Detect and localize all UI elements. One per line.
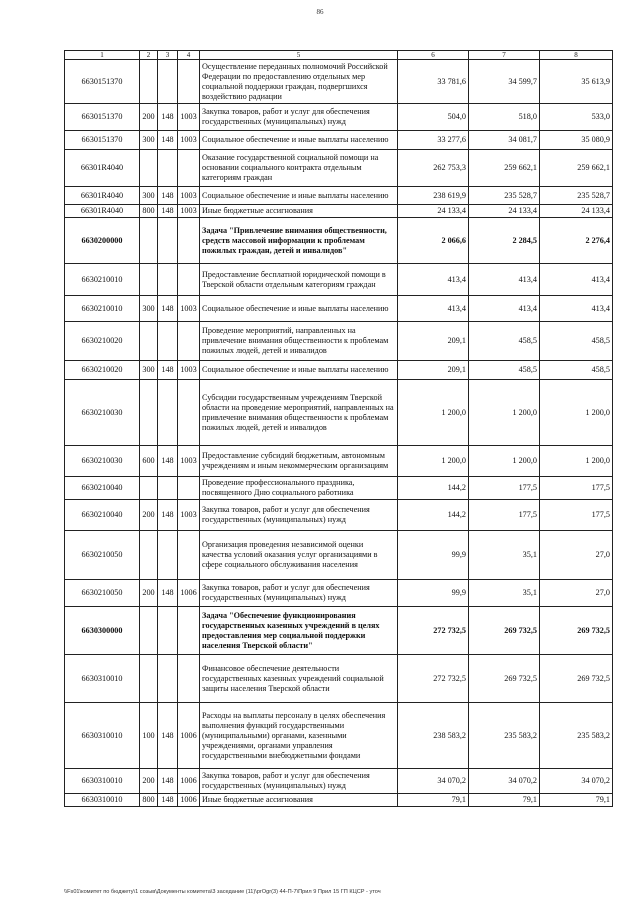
- cell-amount-col8: 1 200,0: [540, 446, 613, 477]
- cell-section-code: [178, 607, 200, 655]
- cell-section-code: 1006: [178, 580, 200, 607]
- cell-description: Предоставление субсидий бюджетным, автономным учреждениям и иным некоммерческим организациям: [200, 446, 398, 477]
- cell-amount-col7: 34 599,7: [469, 60, 540, 104]
- cell-amount-col7: 2 284,5: [469, 218, 540, 264]
- table-row: [65, 205, 613, 218]
- cell-expense-type: 200: [140, 104, 158, 131]
- cell-amount-col6: 99,9: [398, 580, 469, 607]
- column-header-4: 4: [178, 51, 200, 60]
- cell-amount-col6: 413,4: [398, 264, 469, 296]
- column-header-8: 8: [540, 51, 613, 60]
- cell-target-code: 6630151370: [65, 104, 140, 131]
- cell-amount-col6: 504,0: [398, 104, 469, 131]
- cell-expense-type: [140, 264, 158, 296]
- table-row: [65, 769, 613, 794]
- cell-target-code: 6630200000: [65, 218, 140, 264]
- table-row: [65, 60, 613, 104]
- cell-target-code: 6630310010: [65, 655, 140, 703]
- cell-target-code: 6630210040: [65, 477, 140, 500]
- table-row: [65, 446, 613, 477]
- cell-description: Расходы на выплаты персоналу в целях обеспечения выполнения функций государственными (муниципальными) органами, казенными учреждениями, органами управления государственными внебюджетными фондами: [200, 703, 398, 769]
- cell-expense-type: 200: [140, 580, 158, 607]
- cell-admin-code: 148: [158, 361, 178, 380]
- cell-description: Иные бюджетные ассигнования: [200, 794, 398, 807]
- cell-amount-col6: 33 277,6: [398, 131, 469, 150]
- cell-amount-col7: 35,1: [469, 531, 540, 580]
- cell-amount-col7: 458,5: [469, 322, 540, 361]
- cell-description: Закупка товаров, работ и услуг для обеспечения государственных (муниципальных) нужд: [200, 500, 398, 531]
- cell-amount-col6: 1 200,0: [398, 380, 469, 446]
- table-row: [65, 296, 613, 322]
- cell-description: Проведение мероприятий, направленных на привлечение внимания общественности к проблемам пожилых людей, детей и инвалидов: [200, 322, 398, 361]
- cell-amount-col8: 269 732,5: [540, 655, 613, 703]
- cell-expense-type: 300: [140, 131, 158, 150]
- cell-target-code: 6630210050: [65, 580, 140, 607]
- cell-target-code: 6630210030: [65, 380, 140, 446]
- cell-admin-code: [158, 264, 178, 296]
- cell-expense-type: [140, 150, 158, 187]
- cell-section-code: 1006: [178, 703, 200, 769]
- cell-expense-type: 800: [140, 794, 158, 807]
- cell-target-code: 6630310010: [65, 769, 140, 794]
- table-row: [65, 703, 613, 769]
- table-row: [65, 104, 613, 131]
- cell-expense-type: 200: [140, 769, 158, 794]
- cell-description: Субсидии государственным учреждениям Тверской области на проведение мероприятий, направленных на привлечение внимания общественности к проблемам пожилых людей, детей и инвалидов: [200, 380, 398, 446]
- cell-target-code: 6630210050: [65, 531, 140, 580]
- cell-target-code: 6630151370: [65, 60, 140, 104]
- table-row: [65, 380, 613, 446]
- cell-amount-col6: 272 732,5: [398, 655, 469, 703]
- cell-target-code: 6630210010: [65, 264, 140, 296]
- cell-amount-col6: 144,2: [398, 477, 469, 500]
- cell-expense-type: [140, 531, 158, 580]
- cell-amount-col6: 238 619,9: [398, 187, 469, 205]
- cell-admin-code: [158, 607, 178, 655]
- cell-amount-col8: 413,4: [540, 296, 613, 322]
- table-row: [65, 187, 613, 205]
- cell-admin-code: [158, 477, 178, 500]
- column-header-5: 5: [200, 51, 398, 60]
- cell-admin-code: [158, 150, 178, 187]
- cell-section-code: 1003: [178, 361, 200, 380]
- cell-description: Закупка товаров, работ и услуг для обеспечения государственных (муниципальных) нужд: [200, 580, 398, 607]
- cell-amount-col6: 209,1: [398, 361, 469, 380]
- cell-expense-type: [140, 218, 158, 264]
- budget-table: [64, 50, 613, 807]
- cell-amount-col6: 238 583,2: [398, 703, 469, 769]
- cell-expense-type: 600: [140, 446, 158, 477]
- table-row: [65, 655, 613, 703]
- cell-expense-type: 300: [140, 187, 158, 205]
- cell-admin-code: 148: [158, 446, 178, 477]
- cell-section-code: [178, 531, 200, 580]
- cell-amount-col6: 209,1: [398, 322, 469, 361]
- budget-table-container: [64, 50, 613, 807]
- table-body: [65, 60, 613, 807]
- cell-amount-col6: 34 070,2: [398, 769, 469, 794]
- cell-admin-code: [158, 60, 178, 104]
- cell-admin-code: [158, 218, 178, 264]
- cell-section-code: [178, 264, 200, 296]
- cell-amount-col7: 1 200,0: [469, 380, 540, 446]
- cell-amount-col7: 34 070,2: [469, 769, 540, 794]
- cell-amount-col8: 2 276,4: [540, 218, 613, 264]
- cell-amount-col6: 1 200,0: [398, 446, 469, 477]
- cell-amount-col6: 2 066,6: [398, 218, 469, 264]
- cell-admin-code: 148: [158, 580, 178, 607]
- cell-section-code: [178, 655, 200, 703]
- cell-section-code: 1003: [178, 446, 200, 477]
- table-row: [65, 477, 613, 500]
- cell-amount-col6: 272 732,5: [398, 607, 469, 655]
- cell-admin-code: 148: [158, 500, 178, 531]
- cell-target-code: 66301R4040: [65, 187, 140, 205]
- cell-expense-type: 200: [140, 500, 158, 531]
- cell-amount-col6: 144,2: [398, 500, 469, 531]
- table-row: [65, 218, 613, 264]
- cell-admin-code: 148: [158, 187, 178, 205]
- cell-amount-col8: 533,0: [540, 104, 613, 131]
- cell-admin-code: [158, 380, 178, 446]
- cell-description: Иные бюджетные ассигнования: [200, 205, 398, 218]
- table-row: [65, 150, 613, 187]
- table-row: [65, 531, 613, 580]
- column-number-row: [65, 51, 613, 60]
- cell-amount-col8: 35 613,9: [540, 60, 613, 104]
- table-row: [65, 580, 613, 607]
- cell-amount-col6: 413,4: [398, 296, 469, 322]
- cell-amount-col8: 27,0: [540, 531, 613, 580]
- cell-description: Закупка товаров, работ и услуг для обеспечения государственных (муниципальных) нужд: [200, 769, 398, 794]
- cell-amount-col7: 269 732,5: [469, 607, 540, 655]
- cell-section-code: 1003: [178, 131, 200, 150]
- cell-amount-col7: 177,5: [469, 477, 540, 500]
- cell-expense-type: [140, 60, 158, 104]
- column-header-3: 3: [158, 51, 178, 60]
- cell-target-code: 6630310010: [65, 794, 140, 807]
- cell-admin-code: 148: [158, 131, 178, 150]
- cell-amount-col6: 33 781,6: [398, 60, 469, 104]
- cell-admin-code: 148: [158, 296, 178, 322]
- cell-amount-col7: 518,0: [469, 104, 540, 131]
- cell-section-code: 1003: [178, 104, 200, 131]
- column-header-2: 2: [140, 51, 158, 60]
- cell-section-code: [178, 380, 200, 446]
- cell-amount-col8: 79,1: [540, 794, 613, 807]
- cell-amount-col8: 458,5: [540, 361, 613, 380]
- cell-description: Закупка товаров, работ и услуг для обеспечения государственных (муниципальных) нужд: [200, 104, 398, 131]
- table-row: [65, 500, 613, 531]
- cell-amount-col8: 177,5: [540, 477, 613, 500]
- cell-expense-type: 800: [140, 205, 158, 218]
- cell-expense-type: [140, 607, 158, 655]
- cell-admin-code: 148: [158, 205, 178, 218]
- cell-description: Социальное обеспечение и иные выплаты населению: [200, 131, 398, 150]
- cell-description: Осуществление переданных полномочий Российской Федерации по предоставлению отдельных мер социальной поддержки граждан, подвергшихся воздействию радиации: [200, 60, 398, 104]
- cell-amount-col7: 24 133,4: [469, 205, 540, 218]
- cell-section-code: 1003: [178, 296, 200, 322]
- cell-expense-type: [140, 322, 158, 361]
- cell-amount-col8: 413,4: [540, 264, 613, 296]
- cell-amount-col8: 1 200,0: [540, 380, 613, 446]
- cell-section-code: [178, 218, 200, 264]
- cell-amount-col7: 413,4: [469, 264, 540, 296]
- cell-description: Социальное обеспечение и иные выплаты населению: [200, 361, 398, 380]
- cell-amount-col6: 262 753,3: [398, 150, 469, 187]
- cell-expense-type: 300: [140, 361, 158, 380]
- cell-section-code: 1003: [178, 187, 200, 205]
- cell-admin-code: 148: [158, 794, 178, 807]
- cell-amount-col8: 27,0: [540, 580, 613, 607]
- table-row: [65, 322, 613, 361]
- cell-amount-col7: 413,4: [469, 296, 540, 322]
- cell-target-code: 6630210010: [65, 296, 140, 322]
- table-row: [65, 131, 613, 150]
- cell-amount-col8: 458,5: [540, 322, 613, 361]
- column-header-6: 6: [398, 51, 469, 60]
- cell-target-code: 66301R4040: [65, 205, 140, 218]
- cell-section-code: [178, 477, 200, 500]
- cell-amount-col8: 235 583,2: [540, 703, 613, 769]
- cell-admin-code: 148: [158, 104, 178, 131]
- cell-section-code: 1003: [178, 500, 200, 531]
- cell-amount-col8: 34 070,2: [540, 769, 613, 794]
- cell-section-code: [178, 322, 200, 361]
- cell-description: Задача "Обеспечение функционирования государственных казенных учреждений в целях предоставления мер социальной поддержки населения Тверской области": [200, 607, 398, 655]
- file-path-footer: \\Fs01\комитет по бюджету\1 созыв\Документы комитета\3 заседание (11)\prOgr(3) 44-П-7\Прил 9 Прил 15 ГП КЦСР - уточ: [64, 889, 381, 895]
- cell-amount-col7: 235 583,2: [469, 703, 540, 769]
- table-row: [65, 794, 613, 807]
- cell-description: Оказание государственной социальной помощи на основании социального контракта отдельным категориям граждан: [200, 150, 398, 187]
- cell-target-code: 66301R4040: [65, 150, 140, 187]
- cell-amount-col7: 259 662,1: [469, 150, 540, 187]
- page-number: 86: [316, 8, 324, 16]
- cell-amount-col7: 1 200,0: [469, 446, 540, 477]
- cell-admin-code: [158, 531, 178, 580]
- cell-description: Финансовое обеспечение деятельности государственных казенных учреждений социальной защиты населения Тверской области: [200, 655, 398, 703]
- table-row: [65, 607, 613, 655]
- cell-target-code: 6630210020: [65, 361, 140, 380]
- cell-section-code: 1003: [178, 205, 200, 218]
- table-row: [65, 361, 613, 380]
- cell-amount-col6: 79,1: [398, 794, 469, 807]
- cell-admin-code: [158, 655, 178, 703]
- cell-amount-col7: 458,5: [469, 361, 540, 380]
- cell-admin-code: [158, 322, 178, 361]
- cell-section-code: 1006: [178, 769, 200, 794]
- cell-description: Социальное обеспечение и иные выплаты населению: [200, 187, 398, 205]
- cell-expense-type: [140, 477, 158, 500]
- cell-target-code: 6630210030: [65, 446, 140, 477]
- cell-description: Социальное обеспечение и иные выплаты населению: [200, 296, 398, 322]
- cell-amount-col7: 235 528,7: [469, 187, 540, 205]
- cell-target-code: 6630151370: [65, 131, 140, 150]
- cell-amount-col7: 79,1: [469, 794, 540, 807]
- cell-target-code: 6630310010: [65, 703, 140, 769]
- cell-expense-type: 300: [140, 296, 158, 322]
- cell-section-code: [178, 150, 200, 187]
- cell-amount-col8: 259 662,1: [540, 150, 613, 187]
- cell-admin-code: 148: [158, 769, 178, 794]
- cell-amount-col8: 177,5: [540, 500, 613, 531]
- cell-expense-type: [140, 380, 158, 446]
- cell-amount-col7: 269 732,5: [469, 655, 540, 703]
- cell-amount-col7: 35,1: [469, 580, 540, 607]
- cell-amount-col8: 269 732,5: [540, 607, 613, 655]
- table-row: [65, 264, 613, 296]
- cell-target-code: 6630210040: [65, 500, 140, 531]
- cell-amount-col8: 235 528,7: [540, 187, 613, 205]
- cell-expense-type: 100: [140, 703, 158, 769]
- cell-description: Предоставление бесплатной юридической помощи в Тверской области отдельным категориям граждан: [200, 264, 398, 296]
- cell-description: Задача "Привлечение внимания общественности, средств массовой информации к проблемам пожилых граждан, детей и инвалидов": [200, 218, 398, 264]
- cell-section-code: [178, 60, 200, 104]
- cell-description: Проведение профессионального праздника, посвященного Дню социального работника: [200, 477, 398, 500]
- column-header-7: 7: [469, 51, 540, 60]
- cell-amount-col6: 99,9: [398, 531, 469, 580]
- cell-amount-col7: 34 081,7: [469, 131, 540, 150]
- cell-description: Организация проведения независимой оценки качества условий оказания услуг организациями в сфере социального обслуживания населения: [200, 531, 398, 580]
- cell-section-code: 1006: [178, 794, 200, 807]
- cell-target-code: 6630210020: [65, 322, 140, 361]
- column-header-1: 1: [65, 51, 140, 60]
- cell-target-code: 6630300000: [65, 607, 140, 655]
- cell-expense-type: [140, 655, 158, 703]
- cell-amount-col6: 24 133,4: [398, 205, 469, 218]
- cell-amount-col8: 24 133,4: [540, 205, 613, 218]
- cell-admin-code: 148: [158, 703, 178, 769]
- cell-amount-col7: 177,5: [469, 500, 540, 531]
- cell-amount-col8: 35 080,9: [540, 131, 613, 150]
